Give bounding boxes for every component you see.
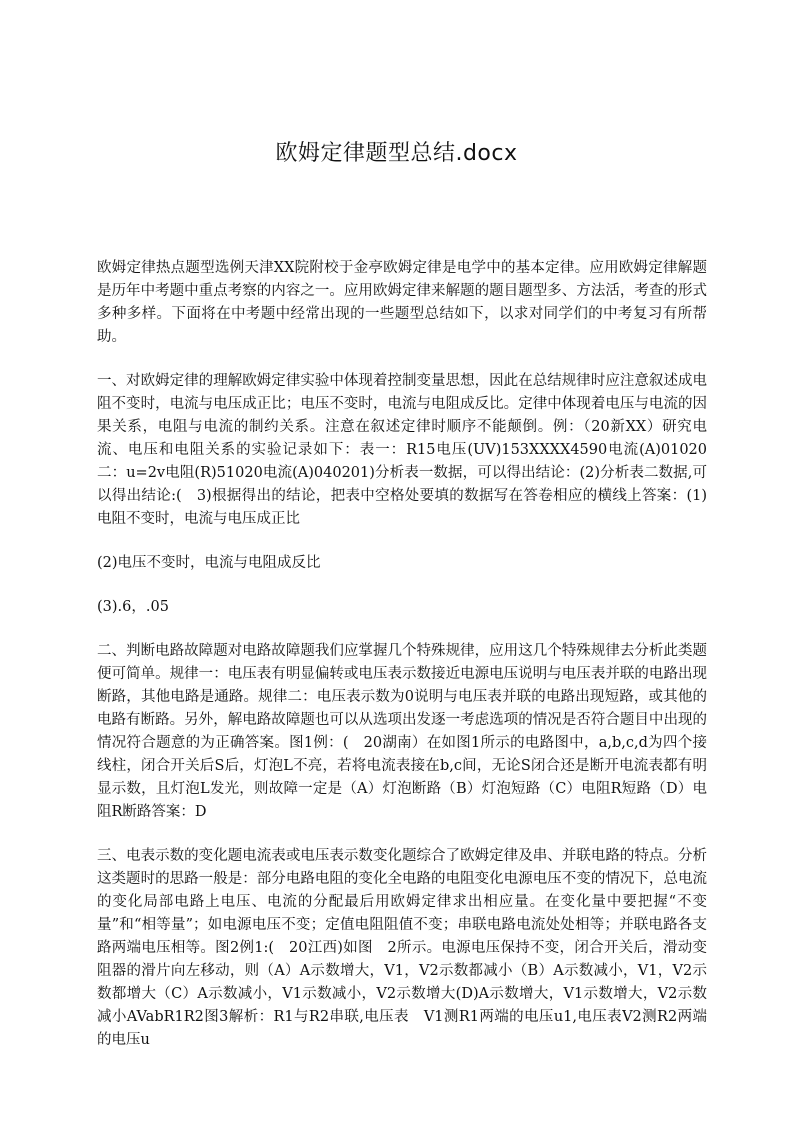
paragraph-section-3: 三、电表示数的变化题电流表或电压表示数变化题综合了欧姆定律及串、并联电路的特点。分析这类题时的思路一般是：部分电路电阻的变化全电路的电阻变化电源电压不变的情况下，总电流的变化局部电路上电压、电流的分配最后用欧姆定律求出相应量。在变化量中要把握“不变量”和“相等量”；如电源电压不变；定值电阻阻值不变；串联电路电流处处相等；并联电路各支路两端电压相等。图2例1:( 20江西)如图 2所示。电源电压保持不变，闭合开关后，滑动变阻器的滑片向左移动，则（A）A示数增大，V1，V2示数都减小（B）A示数减小，V1，V2示数都增大（C）A示数减小，V1示数减小，V2示数增大(D)A示数增大，V1示数增大，V2示数减小AVabR1R2图3解析：R1与R2串联,电压表 V1测R1两端的电压u1,电压表V2测R2两端的电压u (97, 848, 707, 1048)
paragraph-section-1: 一、对欧姆定律的理解欧姆定律实验中体现着控制变量思想，因此在总结规律时应注意叙述成电阻不变时，电流与电压成正比；电压不变时，电流与电阻成反比。定律中体现着电压与电流的因果关系，电阻与电流的制约关系。注意在叙述定律时顺序不能颠倒。例：（20新XX）研究电流、电压和电阻关系的实验记录如下：表一：R15电压(UV)153XXXX4590电流(A)01020二：u=2v电阻(R)51020电流(A)040201)分析表一数据，可以得出结论：(2)分析表二数据,可以得出结论:( 3)根据得出的结论，把表中空格处要填的数据写在答卷相应的横线上答案：(1)电阻不变时，电流与电压成正比 (97, 373, 707, 527)
document-title: 欧姆定律题型总结.docx (275, 141, 518, 166)
paragraph-section-2: 二、判断电路故障题对电路故障题我们应掌握几个特殊规律，应用这几个特殊规律去分析此类题便可简单。规律一：电压表有明显偏转或电压表示数接近电源电压说明与电压表并联的电路出现断路，其他电路是通路。规律二：电压表示数为0说明与电压表并联的电路出现短路，或其他的电路有断路。另外，解电路故障题也可以从选项出发逐一考虑选项的情况是否符合题目中出现的情况符合题意的为正确答案。图1例：( 20湖南）在如图1所示的电路图中，a,b,c,d为四个接线柱，闭合开关后S后，灯泡L不亮，若将电流表接在b,c间，无论S闭合还是断开电流表都有明显示数，且灯泡L发光，则故障一定是（A）灯泡断路（B）灯泡短路（C）电阻R短路（D）电阻R断路答案：D (97, 643, 707, 820)
document-body (97, 257, 707, 1073)
paragraph-answer-2: (2)电压不变时，电流与电阻成反比 (97, 555, 321, 571)
paragraph-intro: 欧姆定律热点题型选例天津XX院附校于金亭欧姆定律是电学中的基本定律。应用欧姆定律解题是历年中考题中重点考察的内容之一。应用欧姆定律来解题的题目题型多、方法活，考查的形式多种多样。下面将在中考题中经常出现的一些题型总结如下，以求对同学们的中考复习有所帮助。 (97, 260, 707, 345)
paragraph-answer-3: (3).6，.05 (97, 599, 169, 615)
